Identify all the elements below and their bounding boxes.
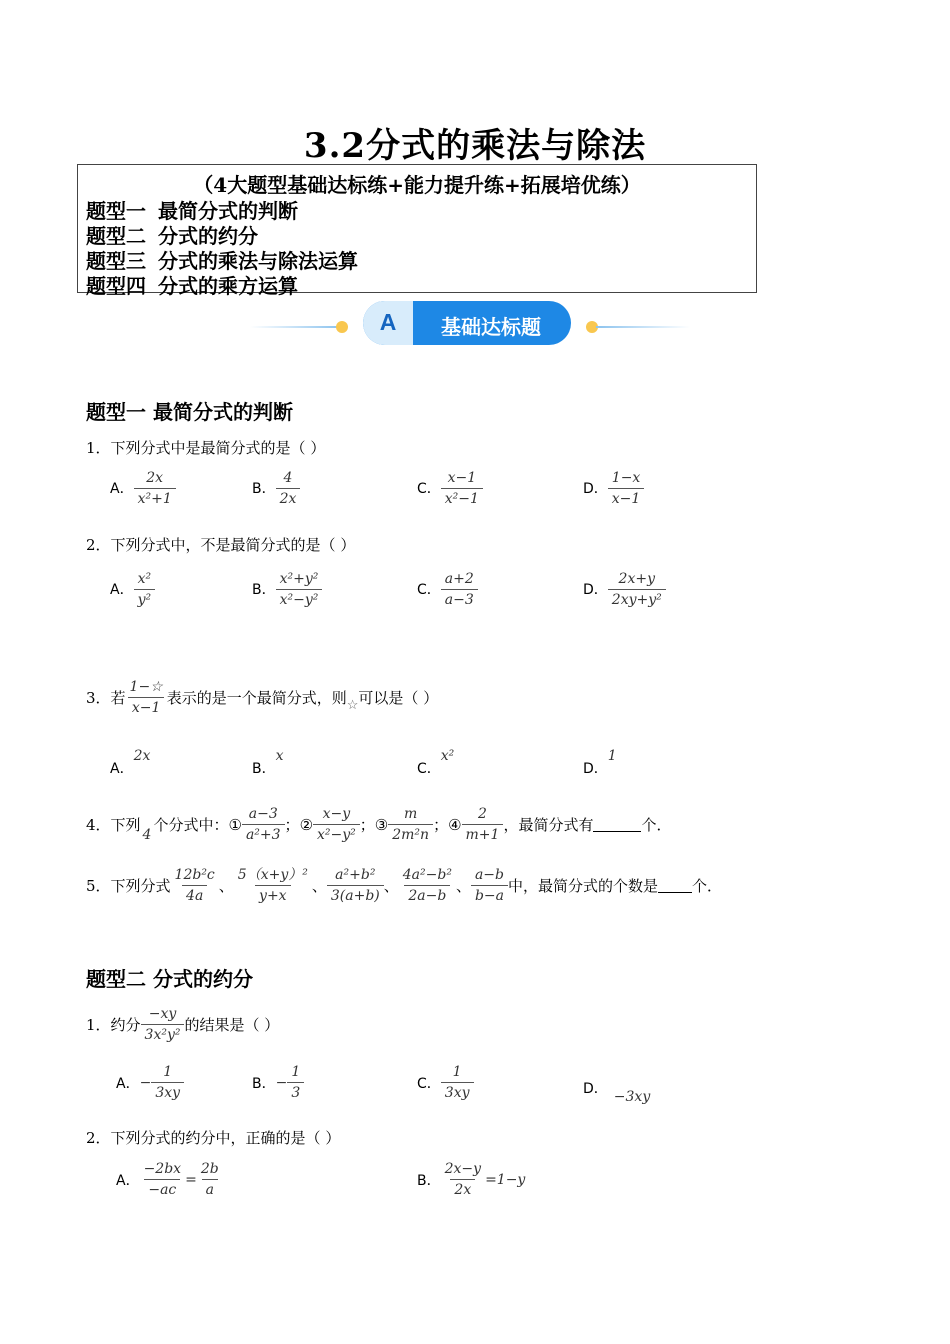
section-banner: [250, 300, 690, 348]
fraction: $\frac{\text{x²}}{\text{y²}}$: [134, 569, 156, 610]
banner-pill: [363, 301, 571, 345]
question-stem: 1．下列分式中是最简分式的是（ ）: [86, 439, 326, 457]
question-stem: 5．下列分式 $\frac{\text{12b²c}}{4a}$ 、 $\frac{\text{5（x+y）²}}{y+x}$ 、 $\frac{\text{a²+b²}}{3(a+b)}$ 、 $\frac{\text{4a²−b²}}{2a-b}$ 、 $\frac{a-b}{b-a}$ 中，最简分式的个数是 个．: [86, 867, 723, 904]
summary-box: [77, 164, 757, 298]
fraction: $\frac{a-b}{b-a}$: [471, 865, 508, 906]
fraction: $\frac{2x}{\text{x²+1}}$: [134, 468, 176, 509]
banner-line-right: [596, 326, 690, 328]
fraction: $\frac{x-y}{\text{x²−y²}}$: [313, 804, 360, 845]
fraction: $\frac{2x-y}{2x}$: [444, 1161, 482, 1198]
fraction: $\frac{1-☆}{x-1}$: [129, 679, 163, 716]
answer-blank[interactable]: [593, 817, 641, 832]
summary-item: 题型一 最简分式的判断: [86, 199, 298, 223]
fraction: $\frac{1}{3xy}$: [151, 1062, 184, 1103]
question-stem: 2．下列分式中，不是最简分式的是（ ）: [86, 536, 356, 554]
summary-item: 题型四 分式的乘方运算: [86, 274, 298, 298]
fraction: $\frac{1}{3}$: [287, 1062, 304, 1103]
banner-dot-left: [336, 321, 348, 333]
fraction: $\frac{2x+y}{\text{2xy+y²}}$: [608, 569, 666, 610]
fraction: $\frac{2b}{a}$: [200, 1161, 219, 1198]
fraction: $\frac{x-1}{\text{x²−1}}$: [441, 468, 483, 509]
section-heading: 题型一 最简分式的判断: [86, 400, 293, 424]
option-a: A．2x: [110, 748, 151, 777]
question-stem: 1．约分 $\frac{-xy}{\text{3x²y²}}$ 的结果是（ ）: [86, 1006, 280, 1043]
option-d: D． −3xy: [583, 1081, 651, 1105]
option-a: A． − $\frac{1}{3xy}$: [116, 1062, 184, 1103]
page-title: 3.2分式的乘法与除法: [303, 126, 647, 166]
section-heading: 题型二 分式的约分: [86, 967, 253, 991]
option-c: C． $\frac{1}{3xy}$: [417, 1062, 474, 1103]
option-d: D． $\frac{2x+y}{\text{2xy+y²}}$: [583, 569, 666, 610]
option-d: D．1: [583, 748, 617, 777]
option-b: B． $\frac{4}{2x}$: [252, 468, 300, 509]
summary-subtitle: （4大题型基础达标练+能力提升练+拓展培优练）: [193, 173, 641, 197]
option-c: C． $\frac{a+2}{a-3}$: [417, 569, 478, 610]
fraction: $\frac{\text{12b²c}}{4a}$: [174, 867, 215, 904]
fraction: $\frac{\text{x²+y²}}{\text{x²−y²}}$: [276, 569, 323, 610]
option-a: A． $\frac{\text{x²}}{\text{y²}}$: [110, 569, 155, 610]
fraction: $\frac{2}{m+1}$: [462, 804, 504, 845]
option-b: B．x: [252, 748, 284, 777]
question-stem: 3．若 $\frac{1-☆}{x-1}$ 表示的是一个最简分式，则 ☆ 可以是（ ）: [86, 679, 439, 716]
question-stem: 4．下列 4 个分式中： ① $\frac{a-3}{\text{a²+3}}$ ； ② $\frac{x-y}{\text{x²−y²}}$ ； ③ $\frac{m}{\text{2m²n}}$ ； ④ $\frac{2}{m+1}$ ， 最简分式有 个．: [86, 806, 672, 843]
option-b: B． − $\frac{1}{3}$: [252, 1062, 304, 1103]
fraction: $\frac{a-3}{\text{a²+3}}$: [242, 804, 285, 845]
fraction: $\frac{1}{3xy}$: [441, 1062, 474, 1103]
banner-text: 基础达标题: [441, 315, 541, 339]
option-b: B． $\frac{\text{x²+y²}}{\text{x²−y²}}$: [252, 569, 322, 610]
fraction: $\frac{4}{2x}$: [276, 468, 301, 509]
option-c: C． $\frac{x-1}{\text{x²−1}}$: [417, 468, 483, 509]
banner-line-left: [250, 326, 340, 328]
answer-blank[interactable]: [658, 878, 692, 893]
fraction: $\frac{a+2}{a-3}$: [441, 569, 478, 610]
fraction: $\frac{-xy}{\text{3x²y²}}$: [141, 1004, 185, 1045]
question-stem: 2．下列分式的约分中，正确的是（ ）: [86, 1129, 341, 1147]
summary-item: 题型二 分式的约分: [86, 224, 258, 248]
option-c: C．x²: [417, 748, 455, 777]
fraction: $\frac{1-x}{x-1}$: [608, 468, 645, 509]
fraction: $\frac{-2bx}{-ac}$: [143, 1161, 182, 1198]
fraction: $\frac{\text{5（x+y）²}}{y+x}$: [237, 867, 308, 904]
option-a: A． $\frac{-2bx}{-ac}$ = $\frac{2b}{a}$: [116, 1159, 223, 1200]
summary-item: 题型三 分式的乘法与除法运算: [86, 249, 358, 273]
option-a: A． $\frac{2x}{\text{x²+1}}$: [110, 468, 176, 509]
fraction: $\frac{\text{4a²−b²}}{2a-b}$: [402, 867, 452, 904]
option-b: B． $\frac{2x-y}{2x}$ = 1−y: [417, 1161, 526, 1198]
option-d: D． $\frac{1-x}{x-1}$: [583, 468, 644, 509]
star-icon: ☆: [346, 698, 359, 713]
fraction: $\frac{\text{a²+b²}}{3(a+b)}$: [327, 865, 384, 906]
fraction: $\frac{m}{\text{2m²n}}$: [388, 804, 433, 845]
banner-letter: A: [379, 309, 397, 335]
